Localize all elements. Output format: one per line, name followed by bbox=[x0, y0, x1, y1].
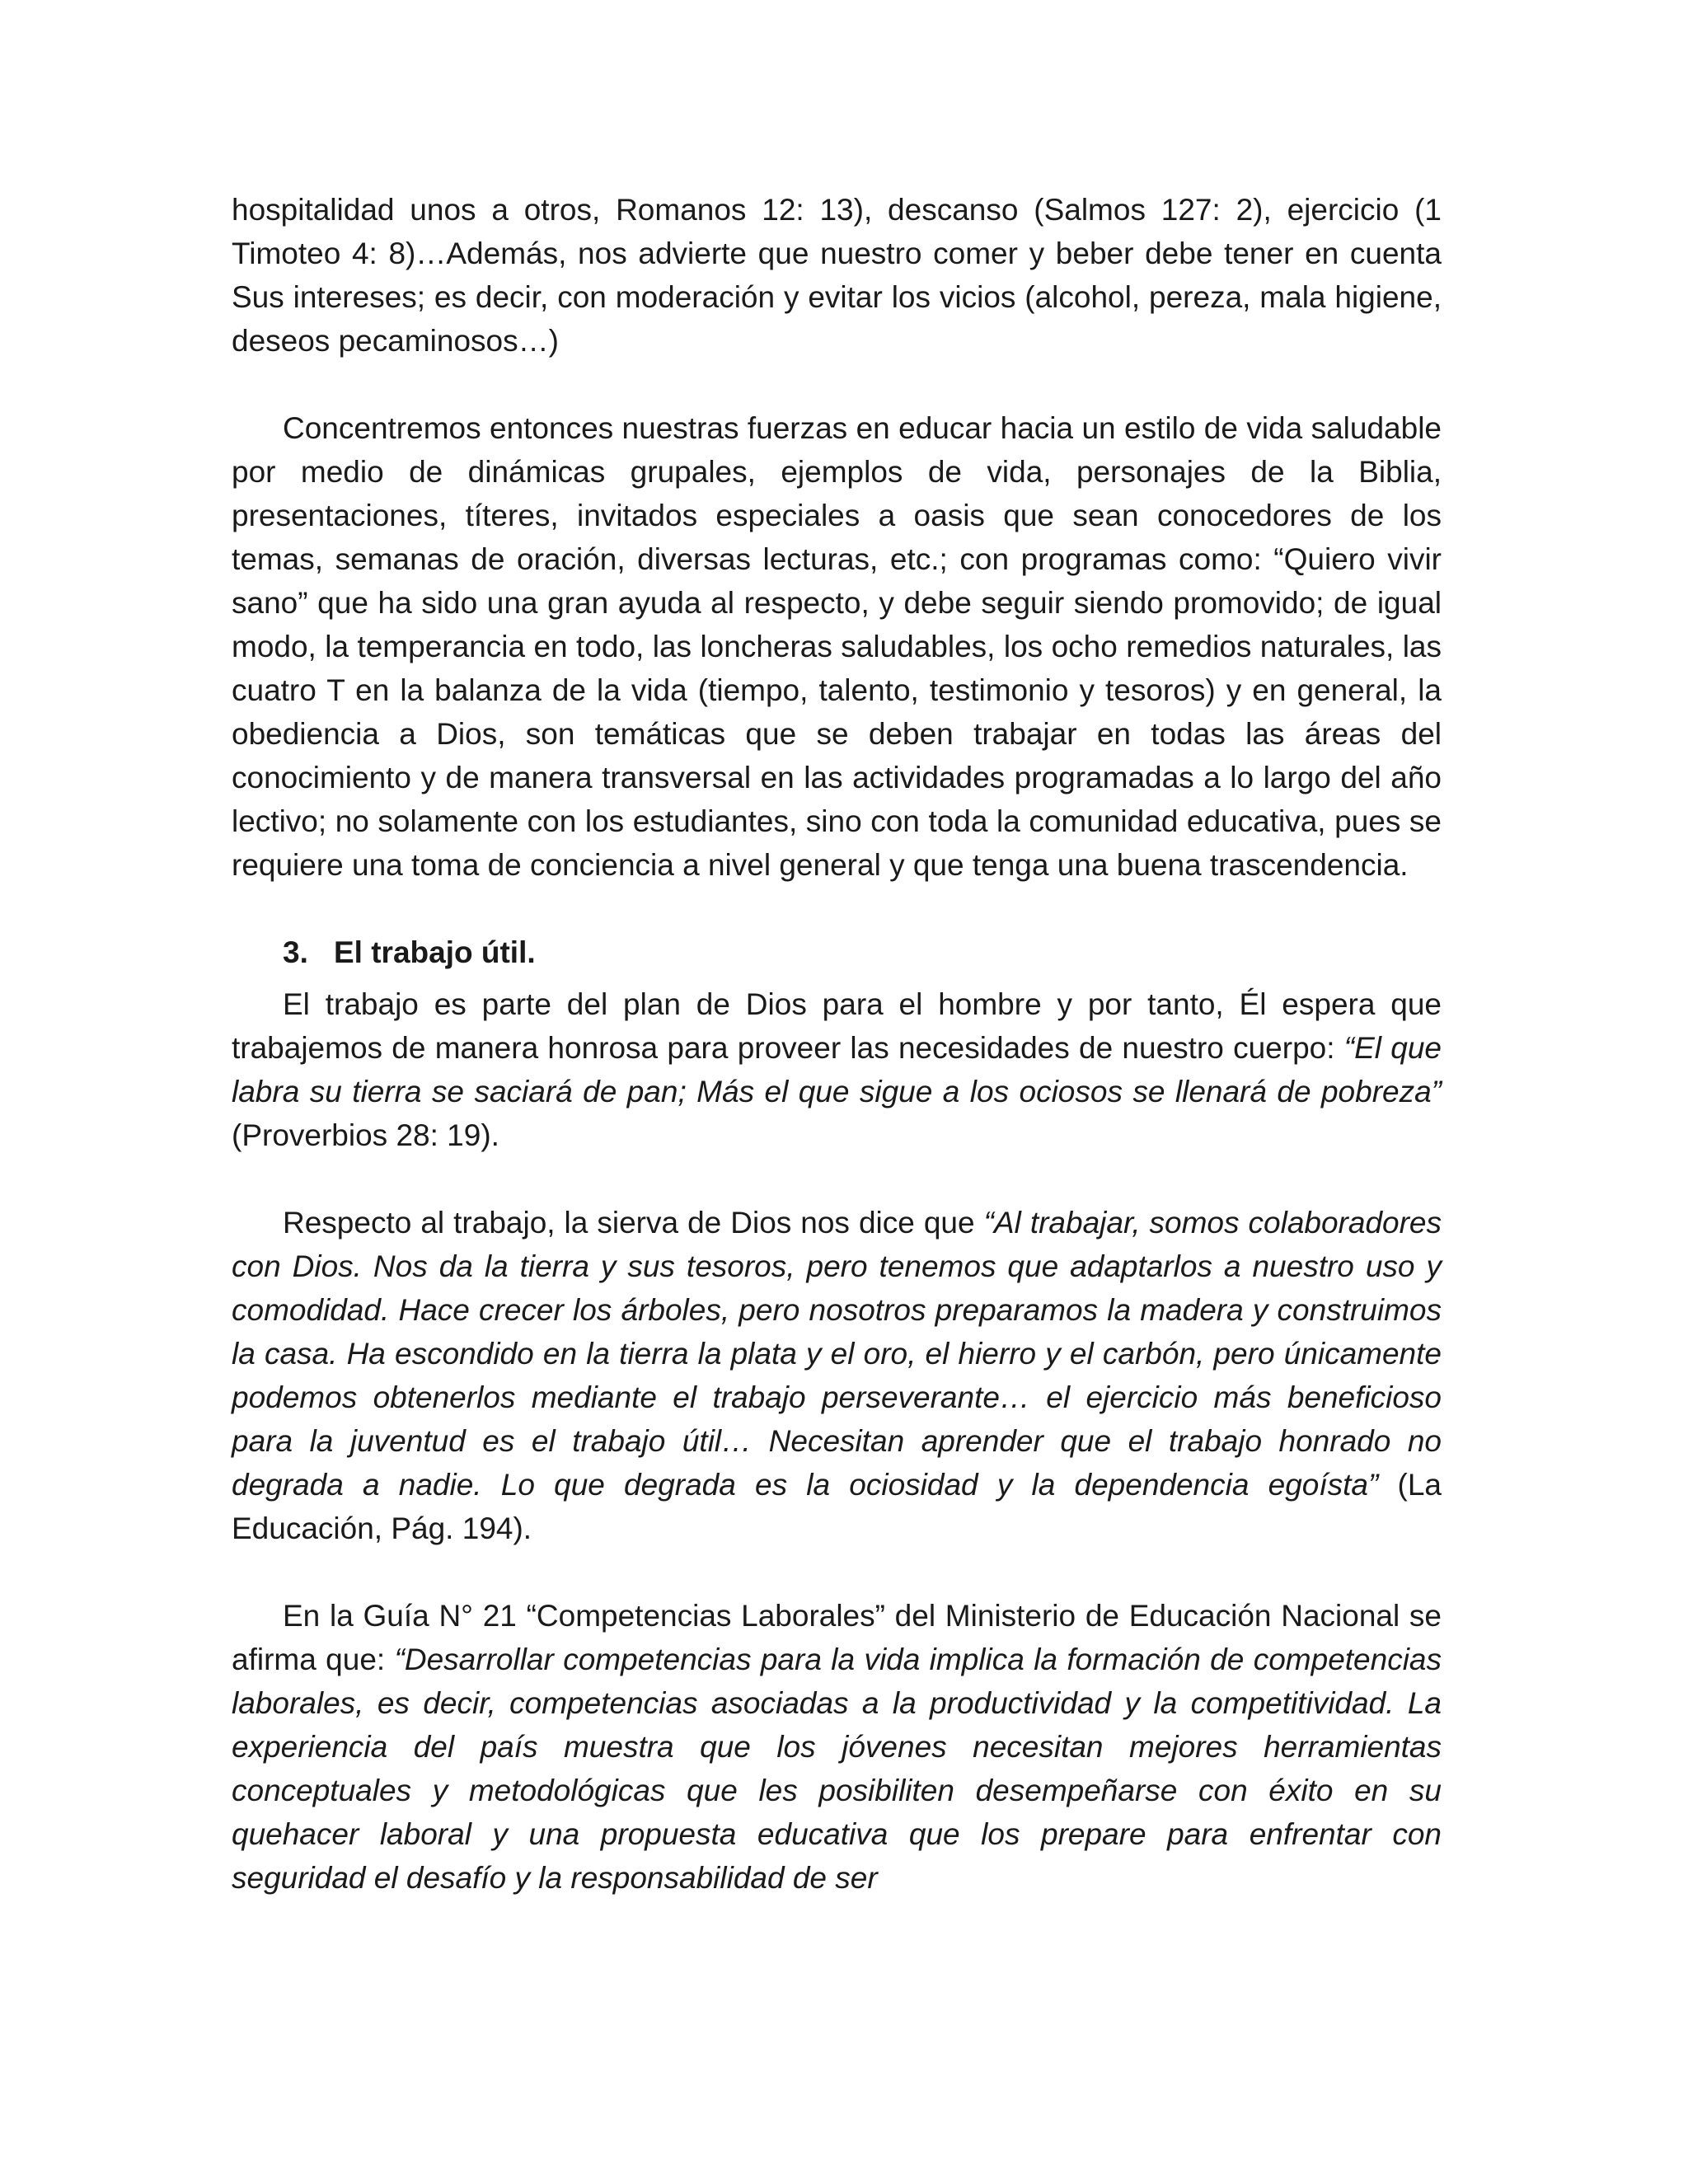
paragraph-hospitality: hospitalidad unos a otros, Romanos 12: 13), descanso (Salmos 127: 2), ejercicio (1 Timoteo 4: 8)…Además, nos advierte que nuestro comer y beber debe tener en cuenta Sus intereses; es decir, con moderación y evitar los vicios (alcohol, pereza, mala higiene, deseos pecaminosos…) bbox=[232, 193, 1442, 358]
education-quote: “Al trabajar, somos colaboradores con Dios. Nos da la tierra y sus tesoros, pero tenemos que adaptarlos a nuestro uso y comodidad. Hace crecer los árboles, pero nosotros preparamos la madera y construimos la casa. Ha escondido en la tierra la plata y el oro, el hierro y el carbón, pero únicamente podemos obtenerlos mediante el trabajo perseverante… el ejercicio más beneficioso para la juventud es el trabajo útil… Necesitan aprender que el trabajo honrado no degrada a nadie. Lo que degrada es la ociosidad y la dependencia egoísta” bbox=[232, 1206, 1442, 1502]
paragraph-intro: Respecto al trabajo, la sierva de Dios nos dice que bbox=[283, 1206, 984, 1240]
section-title: El trabajo útil. bbox=[334, 935, 536, 969]
document-page bbox=[232, 188, 1442, 1900]
paragraph-gap bbox=[232, 1157, 1442, 1201]
paragraph-intro: En la Guía N° 21 “Competencias Laborales” del Ministerio de Educación Nacional se afirma que: bbox=[232, 1599, 1442, 1676]
paragraph-healthy-lifestyle: Concentremos entonces nuestras fuerzas en educar hacia un estilo de vida saludable por medio de dinámicas grupales, ejemplos de vida, personajes de la Biblia, presentaciones, títeres, invitados especiales a oasis que sean conocedores de los temas, semanas de oración, diversas lecturas, etc.; con programas como: “Quiero vivir sano” que ha sido una gran ayuda al respecto, y debe seguir siendo promovido; de igual modo, la temperancia en todo, las loncheras saludables, los ocho remedios naturales, las cuatro T en la balanza de la vida (tiempo, talento, testimonio y tesoros) y en general, la obediencia a Dios, son temáticas que se deben trabajar en todas las áreas del conocimiento y de manera transversal en las actividades programadas a lo largo del año lectivo; no solamente con los estudiantes, sino con toda la comunidad educativa, pues se requiere una toma de conciencia a nivel general y que tenga una buena trascendencia. bbox=[232, 411, 1442, 882]
paragraph-gap bbox=[232, 1550, 1442, 1594]
paragraph-labor-competencies bbox=[232, 1594, 1442, 1900]
bible-quote: “El que labra su tierra se saciará de pan; Más el que sigue a los ociosos se llenará de pobreza” bbox=[232, 1031, 1442, 1108]
paragraph-gap bbox=[232, 363, 1442, 406]
paragraph-work-plan bbox=[232, 982, 1442, 1157]
paragraph-servant-quote bbox=[232, 1201, 1442, 1550]
section-number: 3. bbox=[283, 935, 308, 969]
ministry-quote: “Desarrollar competencias para la vida implica la formación de competencias laborales, es decir, competencias asociadas a la productividad y la competitividad. La experiencia del país muestra que los jóvenes necesitan mejores herramientas conceptuales y metodológicas que les posibiliten desempeñarse con éxito en su quehacer laboral y una propuesta educativa que los prepare para enfrentar con seguridad el desafío y la responsabilidad de ser bbox=[232, 1643, 1442, 1895]
citation: (La Educación, Pág. 194). bbox=[232, 1468, 1442, 1545]
paragraph-intro: El trabajo es parte del plan de Dios para el hombre y por tanto, Él espera que trabajemos de manera honrosa para proveer las necesidades de nuestro cuerpo: bbox=[232, 987, 1442, 1065]
citation: (Proverbios 28: 19). bbox=[232, 1118, 499, 1152]
section-heading bbox=[232, 930, 1442, 974]
paragraph-gap bbox=[232, 887, 1442, 930]
